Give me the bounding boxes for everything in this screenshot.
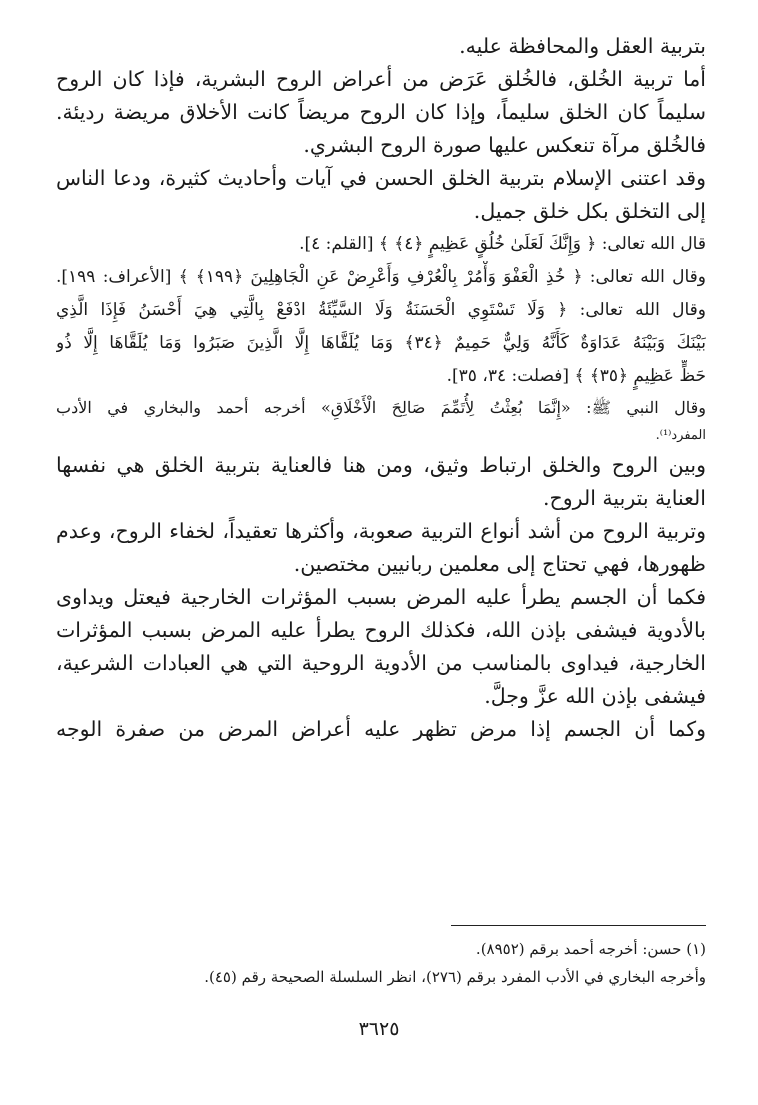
- body-text: [56, 30, 706, 746]
- quran-verse-line: وقال الله تعالى: ﴿ خُذِ الْعَفْوَ وَأْمُرْ بِالْعُرْفِ وَأَعْرِضْ عَنِ الْجَاهِلِينَ ﴿١٩٩﴾ ﴾ [الأعراف: ١٩٩].: [56, 267, 706, 287]
- quran-verse-line: وقال الله تعالى: ﴿ وَلَا تَسْتَوِي الْحَسَنَةُ وَلَا السَّيِّئَةُ ادْفَعْ بِالَّتِي هِيَ أَحْسَنُ فَإِذَا الَّذِي: [56, 300, 706, 320]
- text-line: الخارجية، فيداوى بالمناسب من الأدوية الروحية التي هي العبادات الشرعية،: [56, 651, 706, 675]
- text-line: بالأدوية فيشفى بإذن الله، فكذلك الروح يطرأ عليه المرض بسبب المؤثرات: [56, 618, 706, 642]
- text-line: فالخُلق مرآة تنعكس عليها صورة الروح البشري.: [303, 133, 706, 157]
- footnote-divider: [451, 925, 706, 926]
- text-line: فكما أن الجسم يطرأ عليه المرض بسبب المؤثرات الخارجية فيعتل ويداوى: [56, 585, 706, 609]
- text-line: وتربية الروح من أشد أنواع التربية صعوبة، وأكثرها تعقيداً، لخفاء الروح، وعدم: [56, 519, 706, 543]
- hadith-line: وقال النبي ﷺ: «إِنَّمَا بُعِثْتُ لِأُتَمِّمَ صَالِحَ الْأَخْلَاقِ» أخرجه أحمد والبخاري في الأدب: [56, 398, 706, 417]
- text-line: وبين الروح والخلق ارتباط وثيق، ومن هنا فالعناية بتربية الخلق هي نفسها: [56, 453, 706, 477]
- quran-verse-line: حَظٍّ عَظِيمٍ ﴿٣٥﴾ ﴾ [فصلت: ٣٤، ٣٥].: [446, 366, 706, 386]
- text-line: وقد اعتنى الإسلام بتربية الخلق الحسن في آيات وأحاديث كثيرة، ودعا الناس: [56, 166, 706, 190]
- footnote: (١) حسن: أخرجه أحمد برقم (٨٩٥٢).: [475, 940, 706, 958]
- hadith-line: المفرد⁽¹⁾.: [655, 428, 706, 443]
- page-number: ٣٦٢٥: [358, 1018, 400, 1040]
- quran-verse-line: قال الله تعالى: ﴿ وَإِنَّكَ لَعَلَىٰ خُلُقٍ عَظِيمٍ ﴿٤﴾ ﴾ [القلم: ٤].: [299, 234, 706, 254]
- text-line: إلى التخلق بكل خلق جميل.: [473, 199, 706, 223]
- footnote: وأخرجه البخاري في الأدب المفرد برقم (٢٧٦)، انظر السلسلة الصحيحة رقم (٤٥).: [204, 968, 706, 986]
- text-line: العناية بتربية الروح.: [543, 486, 706, 510]
- text-line: فيشفى بإذن الله عزَّ وجلَّ.: [484, 684, 706, 708]
- text-line: وكما أن الجسم إذا مرض تظهر عليه أعراض المرض من صفرة الوجه: [56, 717, 706, 741]
- text-line: سليماً كان الخلق سليماً، وإذا كان الروح مريضاً كانت الأخلاق مريضة رديئة.: [56, 100, 706, 124]
- footnotes: [56, 935, 706, 991]
- text-line: ظهورها، فهي تحتاج إلى معلمين ربانيين مختصين.: [293, 552, 706, 576]
- quran-verse-line: بَيْنَكَ وَبَيْنَهُ عَدَاوَةٌ كَأَنَّهُ وَلِيٌّ حَمِيمٌ ﴿٣٤﴾ وَمَا يُلَقَّاهَا إِلَّا الَّذِينَ صَبَرُوا وَمَا يُلَقَّاهَا إِلَّا ذُو: [56, 333, 706, 353]
- text-line: أما تربية الخُلق، فالخُلق عَرَض من أعراض الروح البشرية، فإذا كان الروح: [56, 67, 706, 91]
- text-line: بتربية العقل والمحافظة عليه.: [459, 34, 706, 58]
